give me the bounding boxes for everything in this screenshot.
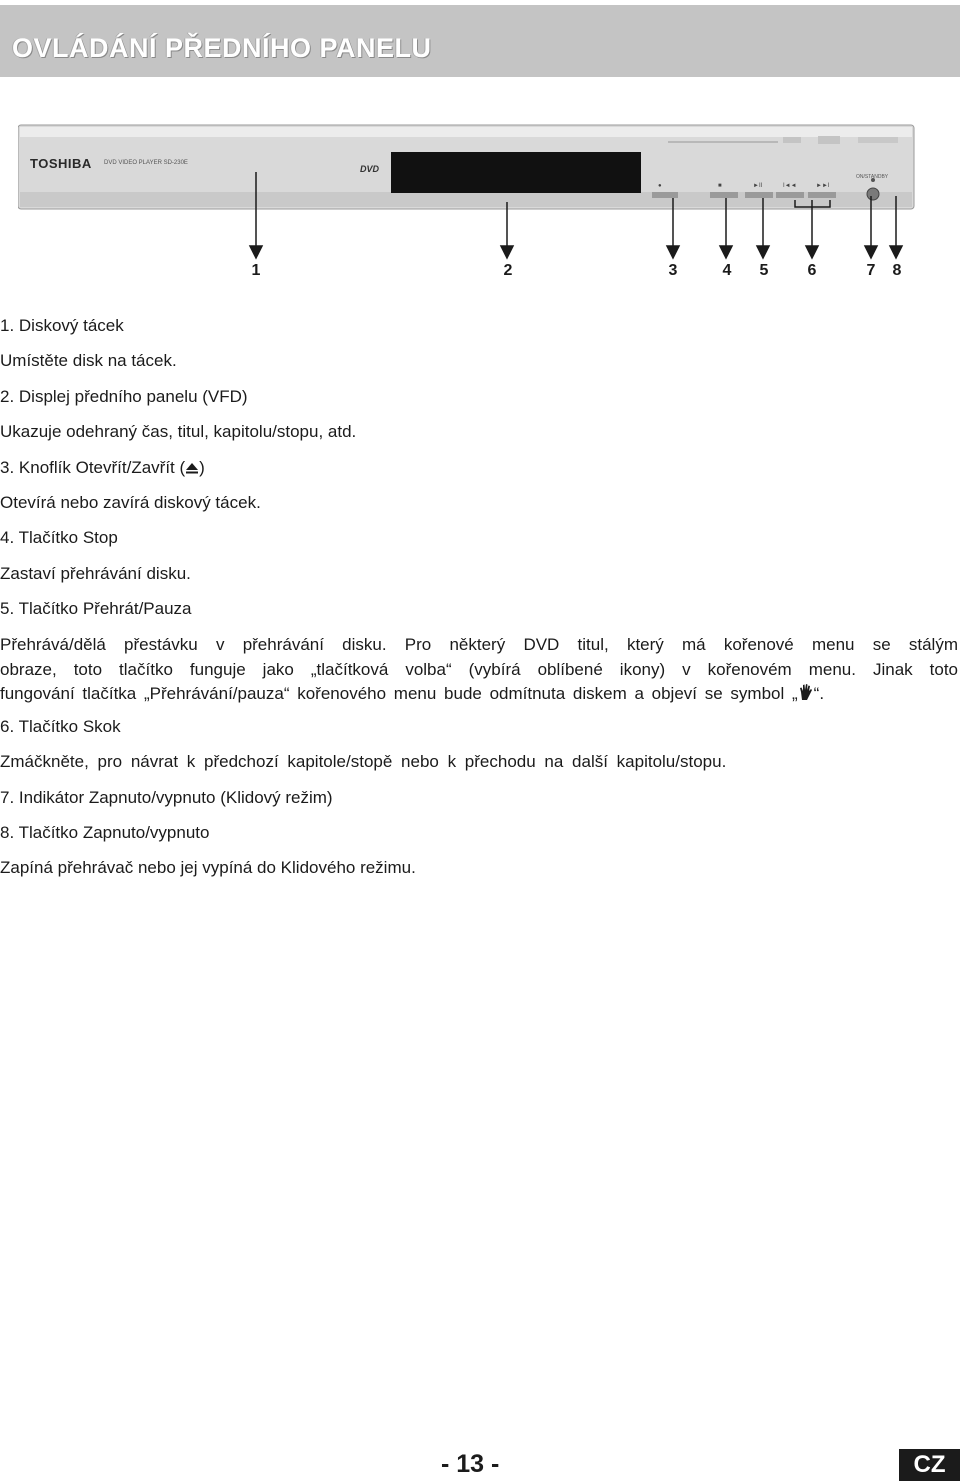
paragraph-line: obraze, toto tlačítko funguje jako „tlačítková volba“ (vybírá oblíbené ikony) v kořenovém menu. Jinak toto — [0, 659, 958, 679]
prohibited-hand-icon — [798, 683, 814, 701]
brand-logo: TOSHIBA — [30, 156, 92, 171]
svg-text:■: ■ — [718, 183, 722, 189]
item-heading-text: 3. Knoflík Otevřít/Zavřít ( — [0, 458, 186, 477]
item-heading: 5. Tlačítko Přehrát/Pauza — [0, 599, 192, 618]
callout-number: 8 — [892, 262, 902, 279]
callout-number: 7 — [866, 262, 876, 279]
item-heading: 7. Indikátor Zapnuto/vypnuto (Klidový režim) — [0, 788, 333, 807]
item-heading: 4. Tlačítko Stop — [0, 528, 118, 547]
item-heading: 6. Tlačítko Skok — [0, 717, 121, 736]
callout-number: 1 — [251, 262, 261, 279]
callout-number: 5 — [759, 262, 769, 279]
callout-number: 2 — [503, 262, 513, 279]
callout-number: 4 — [722, 262, 732, 279]
dvd-logo: DVD — [360, 164, 380, 174]
item-description: Zapíná přehrávač nebo jej vypíná do Klidového režimu. — [0, 858, 416, 877]
item-description: Otevírá nebo zavírá diskový tácek. — [0, 493, 261, 512]
page-title: OVLÁDÁNÍ PŘEDNÍHO PANELU — [12, 33, 432, 63]
eject-icon — [185, 461, 199, 475]
paragraph-line — [0, 682, 958, 707]
item-description-paragraph — [0, 633, 958, 707]
svg-text:●: ● — [658, 183, 662, 189]
page-number: - 13 - — [441, 1450, 500, 1478]
item-heading-text: ) — [199, 458, 205, 477]
language-badge: CZ — [899, 1449, 960, 1481]
svg-text:I◄◄: I◄◄ — [783, 183, 797, 189]
paragraph-line: Přehrává/dělá přestávku v přehrávání disku. Pro některý DVD titul, který má kořenové menu se stálým — [0, 635, 958, 654]
item-heading — [0, 458, 205, 478]
callout-number: 3 — [668, 262, 678, 279]
item-description: Umístěte disk na tácek. — [0, 351, 177, 370]
svg-text:►►I: ►►I — [816, 183, 830, 189]
item-description: Zastaví přehrávání disku. — [0, 564, 191, 583]
item-description: Zmáčkněte, pro návrat k předchozí kapitole/stopě nebo k přechodu na další kapitolu/stopu. — [0, 752, 727, 771]
svg-text:ON/STANDBY: ON/STANDBY — [856, 174, 889, 180]
paragraph-line-text: “. — [813, 684, 825, 703]
model-label: DVD VIDEO PLAYER SD-230E — [104, 160, 188, 166]
item-heading: 2. Displej předního panelu (VFD) — [0, 387, 248, 406]
callout-number: 6 — [807, 262, 817, 279]
item-description: Ukazuje odehraný čas, titul, kapitolu/stopu, atd. — [0, 422, 357, 441]
paragraph-line-text: fungování tlačítka „Přehrávání/pauza“ kořenového menu bude odmítnuta diskem a objeví se symbol „ — [0, 684, 798, 703]
item-heading: 1. Diskový tácek — [0, 316, 124, 335]
item-heading: 8. Tlačítko Zapnuto/vypnuto — [0, 823, 210, 842]
svg-text:►II: ►II — [753, 183, 763, 189]
